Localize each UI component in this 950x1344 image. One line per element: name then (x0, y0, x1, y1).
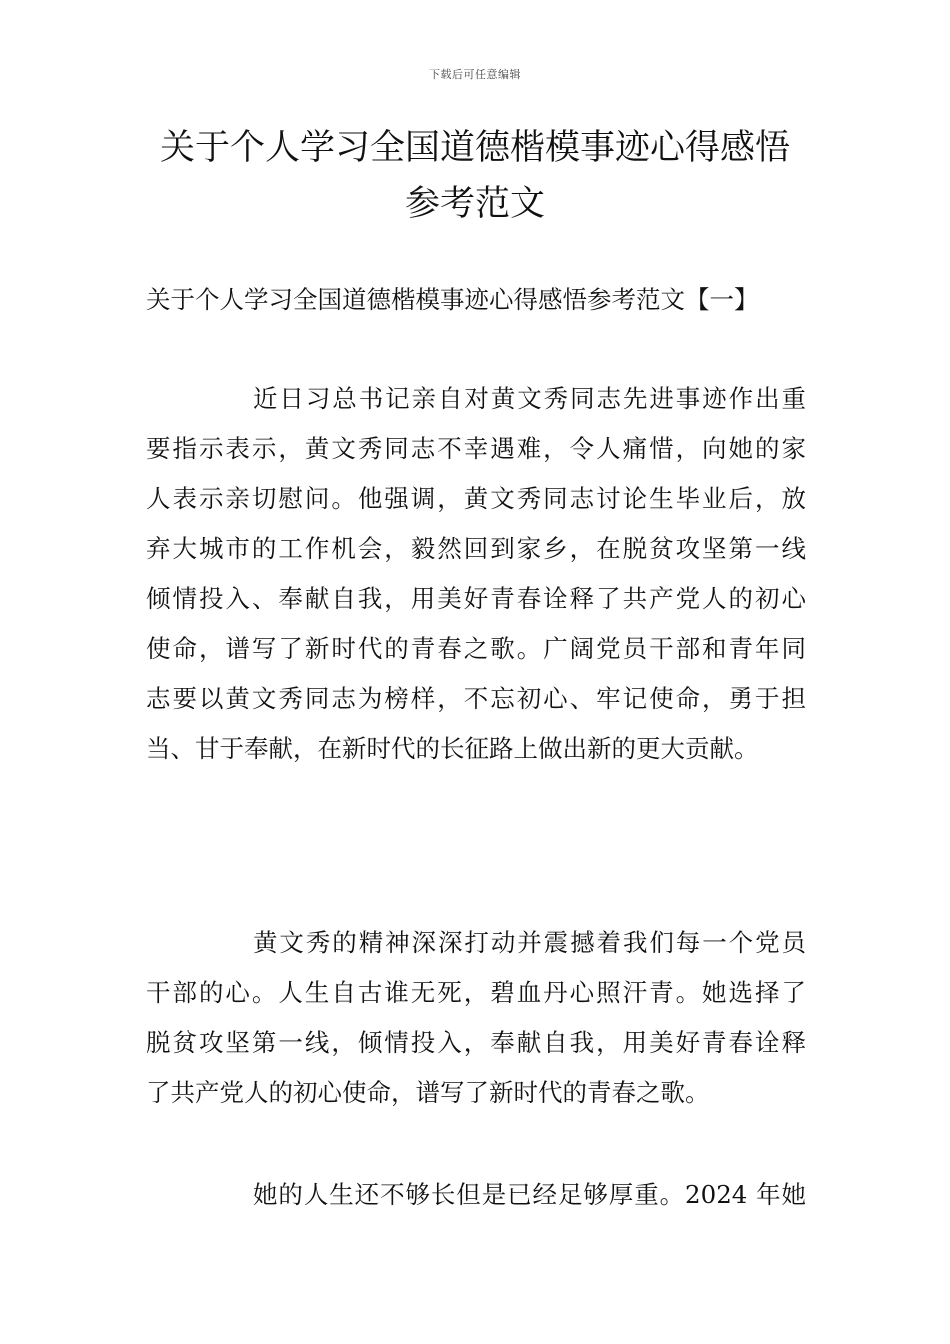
paragraph-line: 了共产党人的初心使命，谱写了新时代的青春之歌。 (146, 1078, 710, 1107)
paragraph-line: 要指示表示，黄文秀同志不幸遇难，令人痛惜，向她的家 (146, 434, 806, 463)
header-note: 下载后可任意编辑 (429, 68, 521, 81)
document-title-line-1: 关于个人学习全国道德楷模事迹心得感悟 (159, 128, 790, 168)
paragraph-line: 黄文秀的精神深深打动并震撼着我们每一个党员 (253, 928, 806, 957)
paragraph-line: 人表示亲切慰问。他强调，黄文秀同志讨论生毕业后，放 (146, 484, 806, 513)
body-paragraph (146, 374, 806, 774)
section-heading: 关于个人学习全国道德楷模事迹心得感悟参考范文【一】 (146, 285, 759, 314)
document-title (100, 120, 850, 232)
paragraph-line: 当、甘于奉献，在新时代的长征路上做出新的更大贡献。 (146, 734, 759, 763)
paragraph-line: 干部的心。人生自古谁无死，碧血丹心照汗青。她选择了 (146, 978, 806, 1007)
paragraph-line: 她的人生还不够长但是已经足够厚重。2024 年她 (253, 1180, 806, 1209)
paragraph-line: 倾情投入、奉献自我，用美好青春诠释了共产党人的初心 (146, 584, 806, 613)
paragraph-line: 弃大城市的工作机会，毅然回到家乡，在脱贫攻坚第一线 (146, 534, 806, 563)
paragraph-line: 脱贫攻坚第一线，倾情投入，奉献自我，用美好青春诠释 (146, 1028, 806, 1057)
body-paragraph (146, 1170, 806, 1220)
paragraph-line: 志要以黄文秀同志为榜样，不忘初心、牢记使命，勇于担 (146, 684, 806, 713)
body-paragraph (146, 918, 806, 1118)
paragraph-line: 近日习总书记亲自对黄文秀同志先进事迹作出重 (253, 384, 806, 413)
document-title-line-2: 参考范文 (404, 184, 545, 224)
paragraph-line: 使命，谱写了新时代的青春之歌。广阔党员干部和青年同 (146, 634, 806, 663)
